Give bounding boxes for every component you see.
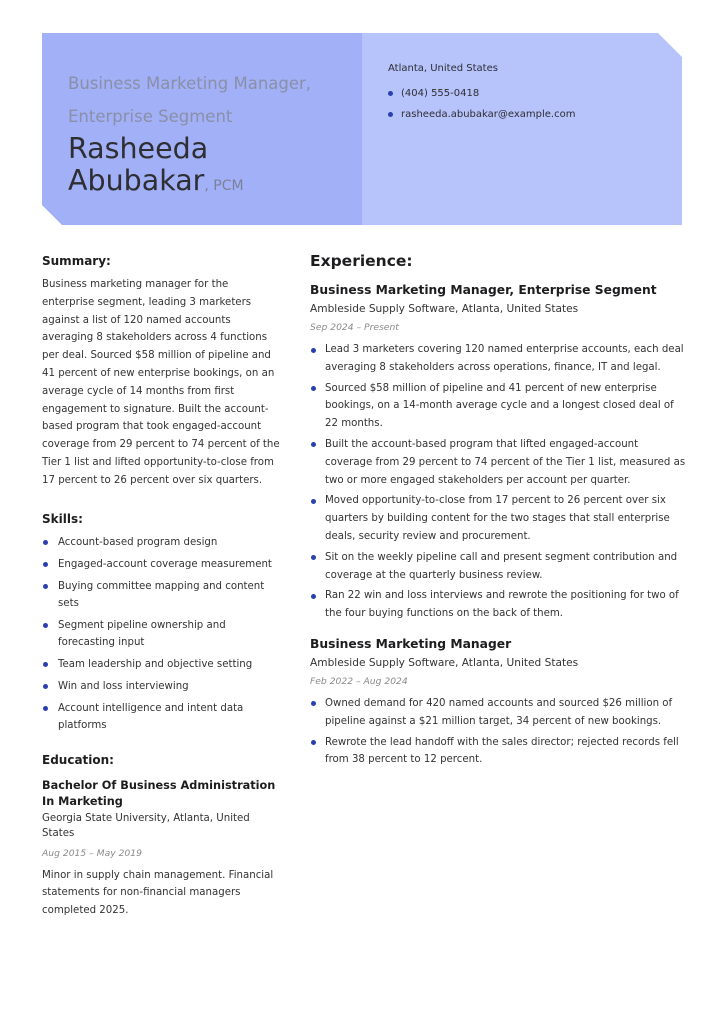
right-column (310, 250, 688, 772)
education-heading: Education: (42, 752, 114, 767)
skills-list (42, 534, 282, 734)
headline-job-title: Business Marketing Manager, Enterprise Segment (68, 74, 312, 126)
email: rasheeda.abubakar@example.com (388, 104, 668, 125)
job-company: Ambleside Supply Software, Atlanta, United States (310, 656, 579, 669)
job-title: Business Marketing Manager (310, 636, 512, 651)
summary-heading: Summary: (42, 254, 111, 268)
summary-text: Business marketing manager for the enterprise segment, leading 3 marketers against a list of 120 named accounts averaging 8 stakeholders across 4 functions per deal. Sourced $58 million of pipeline and 41 percent of new enterprise bookings, on an average cycle of 14 months from first engagement to signature. Built the account-based program that took engaged-account coverage from 29 percent to 74 percent of the Tier 1 list and lifted opportunity-to-close from 17 percent to 26 percent over six quarters. (42, 279, 280, 486)
job-company: Ambleside Supply Software, Atlanta, United States (310, 303, 579, 315)
job-bullet: Rewrote the lead handoff with the sales director; rejected records fell from 38 percent to 12 percent. (310, 734, 688, 770)
job-bullet: Lead 3 marketers covering 120 named enterprise accounts, each deal averaging 8 stakeholders across operations, finance, IT and legal. (310, 341, 688, 377)
job-bullet: Sit on the weekly pipeline call and present segment contribution and coverage at the quarterly business review. (310, 549, 688, 585)
job-dates: Sep 2024 – Present (310, 322, 399, 333)
skill-item: Team leadership and objective setting (42, 656, 282, 673)
last-name: Abubakar (68, 164, 205, 197)
skill-item: Account-based program design (42, 534, 282, 551)
candidate-name (68, 133, 358, 202)
skill-item: Account intelligence and intent data platforms (42, 700, 282, 734)
phone: (404) 555-0418 (388, 83, 668, 104)
skill-item: Win and loss interviewing (42, 678, 282, 695)
contact-list (388, 83, 668, 125)
skill-item: Buying committee mapping and content sets (42, 578, 282, 612)
first-name: Rasheeda (68, 132, 209, 165)
experience-heading: Experience: (310, 252, 413, 270)
job-bullet: Moved opportunity-to-close from 17 percent to 26 percent over six quarters by building content for the two stages that stall enterprise deals, security review and procurement. (310, 492, 688, 545)
location: Atlanta, United States (388, 63, 498, 74)
job-bullet: Built the account-based program that lifted engaged-account coverage from 29 percent to 74 percent of the Tier 1 list, measured as two or more engaged stakeholders per account per quarter. (310, 436, 688, 489)
job-bullet: Sourced $58 million of pipeline and 41 percent of new enterprise bookings, on a 14-month average cycle and a longest closed deal of 22 months. (310, 380, 688, 433)
job-dates: Feb 2022 – Aug 2024 (310, 675, 408, 687)
skill-item: Engaged-account coverage measurement (42, 556, 282, 573)
left-column (42, 252, 282, 920)
header-identity (68, 67, 358, 202)
credential: , PCM (204, 178, 244, 194)
school: Georgia State University, Atlanta, United States (42, 812, 250, 839)
job-bullets (310, 341, 688, 623)
education-dates: Aug 2015 – May 2019 (42, 847, 142, 859)
skills-heading: Skills: (42, 511, 83, 526)
education-notes: Minor in supply chain management. Financial statements for non-financial managers completed 2025. (42, 869, 274, 917)
job-bullets (310, 695, 688, 769)
job-title: Business Marketing Manager, Enterprise Segment (310, 283, 657, 297)
header-contact (388, 62, 668, 125)
job-bullet: Owned demand for 420 named accounts and sourced $26 million of pipeline against a $21 million target, 34 percent of new bookings. (310, 695, 688, 731)
resume-header (42, 33, 682, 225)
degree: Bachelor Of Business Administration In Marketing (42, 778, 276, 808)
skill-item: Segment pipeline ownership and forecasting input (42, 617, 282, 651)
job-bullet: Ran 22 win and loss interviews and rewrote the positioning for two of the four buying functions on the back of them. (310, 587, 688, 623)
